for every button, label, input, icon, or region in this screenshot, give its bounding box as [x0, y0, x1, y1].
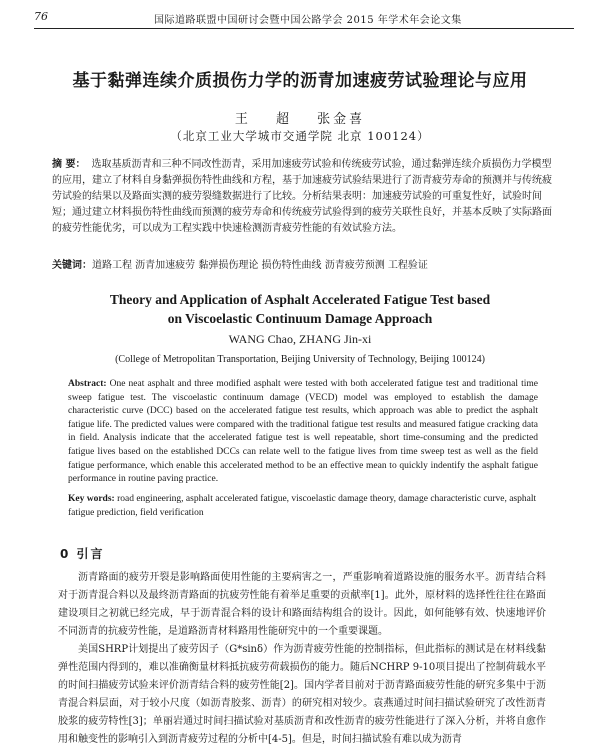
keywords-en-label: Key words: — [68, 494, 115, 504]
paper-title-en-line1: Theory and Application of Asphalt Accelerated Fatigue Test based — [109, 292, 491, 307]
paper-title-cn: 基于黏弹连续介质损伤力学的沥青加速疲劳试验理论与应用 — [72, 71, 528, 91]
intro-body — [58, 569, 546, 749]
keywords-cn-text: 道路工程 沥青加速疲劳 黏弹损伤理论 损伤特性曲线 沥青疲劳预测 工程验证 — [92, 260, 428, 271]
abstract-cn-label: 摘 要： — [52, 159, 86, 170]
abstract-en-label: Abstract: — [68, 379, 107, 389]
affiliation-cn: （北京工业大学城市交通学院 北京 100124） — [170, 129, 430, 143]
keywords-en — [68, 493, 538, 520]
keywords-en-text: road engineering, asphalt accelerated fatigue, viscoelastic damage theory, damage characteristic curve, asphalt fatigue prediction, field verification — [68, 494, 537, 518]
paper-title-en-line2: on Viscoelastic Continuum Damage Approach — [167, 311, 433, 326]
abstract-en-text: One neat asphalt and three modified asphalt were tested with both accelerated fatigue test and traditional time sweep fatigue test. The viscoelastic continuum damage (VECD) model was employed to establish the damage characteristic curve (DCC) based on the accelerated fatigue test results, which approach was able to predict the asphalt fatigue life. The predicted values were compared with the traditional fatigue test results and measured fatigue cracking data in field. Analysis indicate that the accelerated fatigue test is well repeatable, short time-consuming and the predicted fatigue lives based on the established DCCs can relate well to the fatigue lives from time sweep test as well as the field fatigue performance, which enable this accelerated method to be an effective mean to quickly indentify the asphalt fatigue performance in routine paving practice. — [68, 379, 538, 485]
intro-paragraph-1: 沥青路面的疲劳开裂是影响路面使用性能的主要病害之一，严重影响着道路设施的服务水平。沥青结合料对于沥青混合料以及最终沥青路面的抗疲劳性能有着举足重要的贡献率[1]。此外，原材料的选择性往往在路面建设项目之初就已经完成，早于沥青混合料的设计和路面结构组合的设计。因此，如何能够有效、快速地评价不同沥青的抗疲劳性能，是道路沥青材料路用性能研究中的一个重要课题。 — [58, 572, 546, 637]
keywords-cn-label: 关键词： — [52, 260, 92, 271]
paper-title-en — [0, 290, 600, 328]
abstract-cn-text: 选取基质沥青和三种不同改性沥青，采用加速疲劳试验和传统疲劳试验，通过黏弹连续介质损伤力学模型的应用，建立了材料自身黏弹损伤特性曲线和方程，基于加速疲劳试验结果进行了沥青疲劳寿命的预测并与传统疲劳试验的结果以及路面实测的疲劳裂缝数据进行了比较。分析结果表明：加速疲劳试验的可重复性好，试验时间短；通过建立材料损伤特性曲线而预测的疲劳寿命和传统疲劳试验得到的疲劳关联性良好，并基本反映了实际路面的疲劳性能优劣，可以成为工程实践中快速检测沥青疲劳性能的有效试验方法。 — [52, 159, 552, 234]
journal-title: 国际道路联盟中国研讨会暨中国公路学会 2015 年学术年会论文集 — [154, 15, 462, 26]
abstract-en — [68, 378, 538, 487]
authors-en: WANG Chao, ZHANG Jin-xi — [228, 332, 372, 346]
page-number: 76 — [34, 10, 48, 23]
authors-cn: 王 超 张金喜 — [234, 112, 366, 127]
section-heading-intro: 0 引言 — [60, 547, 105, 561]
intro-paragraph-2: 美国SHRP计划提出了疲劳因子（G*sinδ）作为沥青疲劳性能的控制指标，但此指标的测试是在材料线黏弹性范围内得到的，难以准确衡量材料抵抗疲劳荷载损伤的能力。随后NCHRP 9-10项目提出了控制荷载水平的时间扫描疲劳试验来评价沥青结合料的疲劳性能[2]。国内学者目前对于沥青路面疲劳性能的研究多集中于沥青混合料层面，对于较小尺度（如沥青胶浆、沥青）的研究相对较少。袁燕通过时间扫描试验研究了改性沥青胶浆的疲劳特性[3]；单丽岩通过时间扫描试验对基质沥青和改性沥青的疲劳性能进行了深入分析，并将自愈作用和触变性的影响引入到沥青疲劳过程的分析中[4-5]。但是，时间扫描试验有难以成为沥青 — [58, 644, 546, 745]
abstract-cn — [52, 157, 552, 237]
affiliation-en: (College of Metropolitan Transportation, Beijing University of Technology, Beijing 100124) — [115, 354, 485, 365]
running-header — [34, 10, 574, 29]
keywords-cn — [52, 256, 552, 271]
